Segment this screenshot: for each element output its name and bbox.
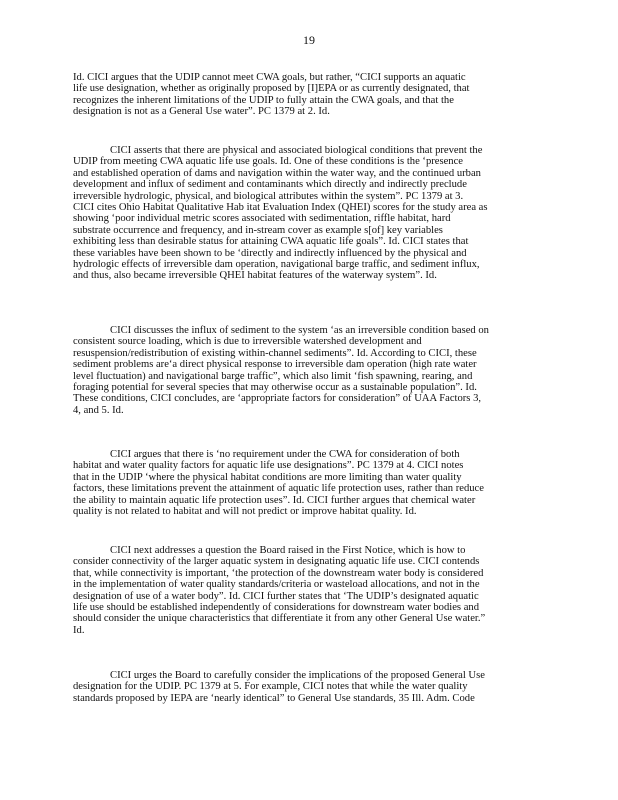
paragraph-line: resuspension/redistribution of existing within-channel sediments”. Id. According to CICI, these xyxy=(73,347,477,359)
page-number: 19 xyxy=(303,33,315,47)
paragraph-line: that, while connectivity is important, ‘the protection of the downstream water body is considered xyxy=(73,567,484,579)
paragraph-line: level fluctuation) and navigational barge traffic”, which also limit ‘fish spawning, rearing, and xyxy=(73,370,473,382)
paragraph-line: CICI argues that there is ‘no requirement under the CWA for consideration of both xyxy=(110,449,460,460)
paragraph-line: habitat and water quality factors for aquatic life use designations”. PC 1379 at 4. CICI notes xyxy=(73,460,464,472)
paragraph-line: that in the UDIP ‘where the physical habitat conditions are more limiting than water quality xyxy=(73,471,462,483)
paragraph-line: CICI discusses the influx of sediment to the system ‘as an irreversible condition based on xyxy=(110,325,489,336)
paragraph-1 xyxy=(73,72,540,118)
paragraph-4 xyxy=(73,449,540,517)
paragraph-line: These conditions, CICI concludes, are ‘appropriate factors for consideration” of UAA Factors 3, xyxy=(73,393,482,405)
paragraph-line: consider connectivity of the larger aquatic system in designating aquatic life use. CICI contends xyxy=(73,556,480,568)
paragraph-2 xyxy=(73,145,540,282)
paragraph-line: foraging potential for several species that may otherwise occur as a sustainable population”. Id. xyxy=(73,382,477,394)
paragraph-line: quality is not related to habitat and will not predict or improve habitat quality. Id. xyxy=(73,506,417,518)
paragraph-line: designation of use of a water body”. Id. CICI further states that ‘The UDIP’s designated aquatic xyxy=(73,590,479,602)
paragraph-line: and thus, also became irreversible QHEI habitat features of the waterway system”. Id. xyxy=(73,270,437,282)
paragraph-line: designation for the UDIP. PC 1379 at 5. For example, CICI notes that while the water quality xyxy=(73,681,468,693)
paragraph-line: exhibiting less than desirable status for attaining CWA aquatic life goals”. Id. CICI states that xyxy=(73,236,469,248)
paragraph-line: UDIP from meeting CWA aquatic life use goals. Id. One of these conditions is the ‘presence xyxy=(73,156,464,168)
paragraph-line: substrate occurrence and frequency, and in-stream cover as example s[of] key variables xyxy=(73,224,443,236)
paragraph-line: the ability to maintain aquatic life protection uses”. Id. CICI further argues that chemical water xyxy=(73,494,476,506)
paragraph-line: designation is not as a General Use water”. PC 1379 at 2. Id. xyxy=(73,106,330,118)
paragraph-line: recognizes the inherent limitations of the UDIP to fully attain the CWA goals, and that the xyxy=(73,94,454,106)
paragraph-line: these variables have been shown to be ‘directly and indirectly influenced by the physical and xyxy=(73,247,467,259)
paragraph-line: CICI asserts that there are physical and associated biological conditions that prevent the xyxy=(110,145,483,156)
paragraph-3 xyxy=(73,325,540,416)
paragraph-5 xyxy=(73,545,540,636)
paragraph-line: Id. xyxy=(73,624,85,636)
paragraph-line: irreversible hydrologic, physical, and biological attributes within the system”. PC 1379 at 3. xyxy=(73,190,464,202)
paragraph-line: CICI cites Ohio Habitat Qualitative Hab itat Evaluation Index (QHEI) scores for the study area as xyxy=(73,202,488,214)
paragraph-line: showing ‘poor individual metric scores associated with sedimentation, riffle habitat, hard xyxy=(73,213,451,225)
paragraph-line: life use designation, whether as originally proposed by [I]EPA or as currently designated, that xyxy=(73,83,470,95)
paragraph-line: 4, and 5. Id. xyxy=(73,404,124,416)
paragraph-line: consistent source loading, which is due to irreversible watershed development and xyxy=(73,336,422,348)
paragraph-line: CICI urges the Board to carefully consider the implications of the proposed General Use xyxy=(110,670,485,681)
paragraph-6 xyxy=(73,670,540,704)
paragraph-line: factors, these limitations prevent the attainment of aquatic life protection uses, rather than reduce xyxy=(73,483,484,495)
paragraph-line: life use should be established independently of considerations for downstream water bodies and xyxy=(73,602,479,614)
paragraph-line: in the implementation of water quality standards/criteria or wasteload allocations, and not in the xyxy=(73,579,480,591)
paragraph-line: should consider the unique characteristics that differentiate it from any other General Use water.” xyxy=(73,613,486,625)
paragraph-line: hydrologic effects of irreversible dam operation, navigational barge traffic, and sediment influx, xyxy=(73,259,480,271)
paragraph-line: CICI next addresses a question the Board raised in the First Notice, which is how to xyxy=(110,545,466,556)
paragraph-line: and established operation of dams and navigation within the water way, and the continued urban xyxy=(73,167,481,179)
paragraph-line: standards proposed by IEPA are ‘nearly identical” to General Use standards, 35 Ill. Adm. Code xyxy=(73,692,475,704)
paragraph-line: sediment problems are‘a direct physical response to irreversible dam operation (high rate water xyxy=(73,359,477,371)
paragraph-line: Id. CICI argues that the UDIP cannot meet CWA goals, but rather, “CICI supports an aquatic xyxy=(73,72,466,83)
paragraph-line: development and influx of sediment and contaminants which directly and indirectly preclude xyxy=(73,179,467,191)
